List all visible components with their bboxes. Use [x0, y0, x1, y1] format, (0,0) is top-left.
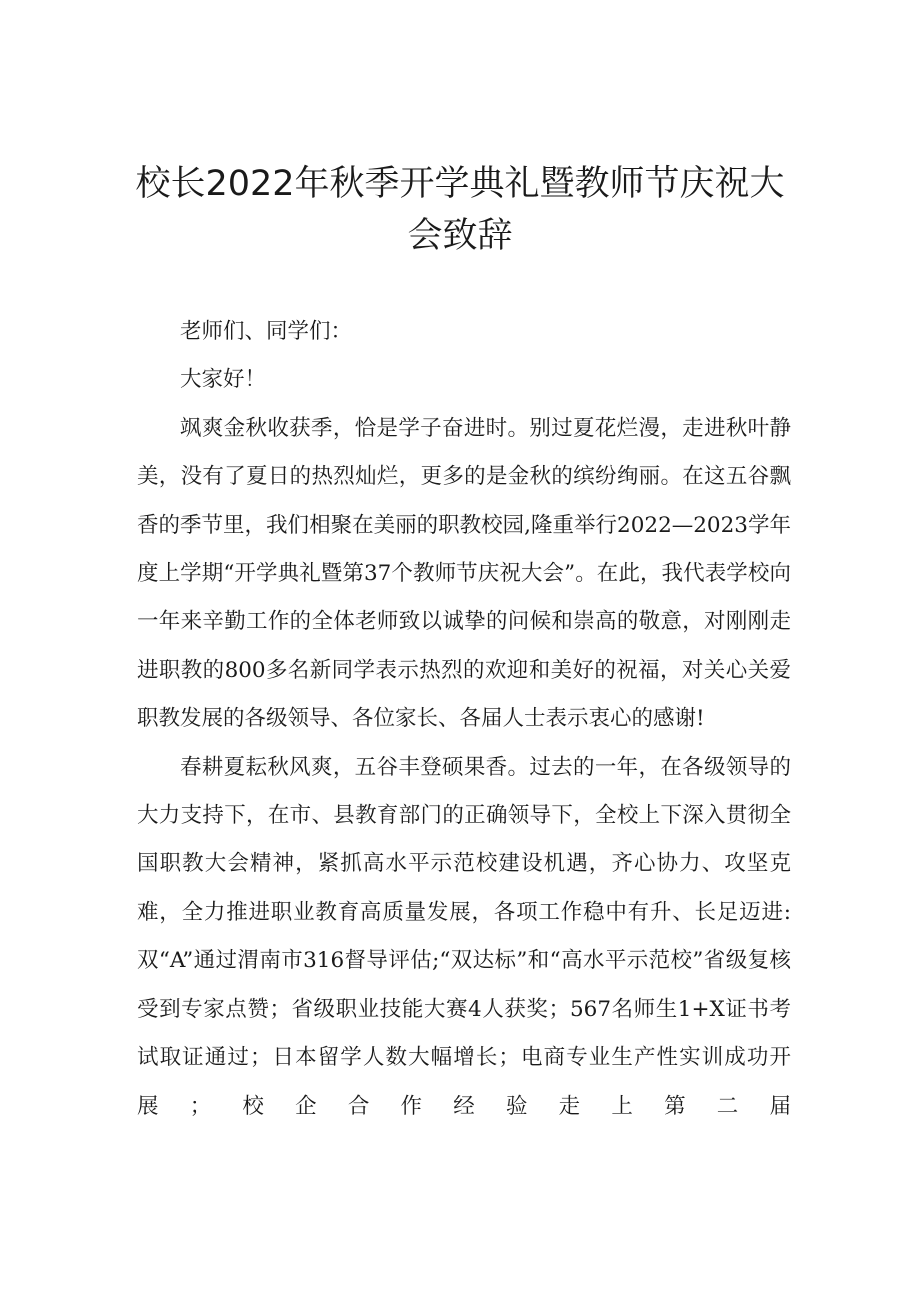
body-paragraph: 飒爽金秋收获季，恰是学子奋进时。别过夏花烂漫，走进秋叶静美，没有了夏日的热烈灿烂，更多的是金秋的缤纷绚丽。在这五谷飘香的季节里，我们相聚在美丽的职教校园,隆重举行2022—2023学年度上学期“开学典礼暨第37个教师节庆祝大会”。在此，我代表学校向一年来辛勤工作的全体老师致以诚挚的问候和崇高的敬意，对刚刚走进职教的800多名新同学表示热烈的欢迎和美好的祝福，对关心关爱职教发展的各级领导、各位家长、各届人士表示衷心的感谢!	[137, 415, 791, 732]
salutation: 老师们、同学们：	[180, 319, 353, 344]
greeting: 大家好！	[180, 367, 267, 393]
body-paragraph: 春耕夏耘秋风爽，五谷丰登硕果香。过去的一年，在各级领导的大力支持下，在市、县教育部门的正确领导下，全校上下深入贯彻全国职教大会精神，紧抓高水平示范校建设机遇，齐心协力、攻坚克难，全力推进职业教育高质量发展，各项工作稳中有升、长足迈进:双“A”通过渭南市316督导评估;“双达标”和“高水平示范校”省级复核受到专家点赞；省级职业技能大赛4人获奖；567名师生1+X证书考试取证通过；日本留学人数大幅增长；电商专业生产性实训成功开展；校企合作经验走上第二届	[137, 754, 791, 1119]
document-title: 校长2022年秋季开学典礼暨教师节庆祝大会致辞	[135, 164, 785, 256]
document-body	[137, 308, 791, 1131]
